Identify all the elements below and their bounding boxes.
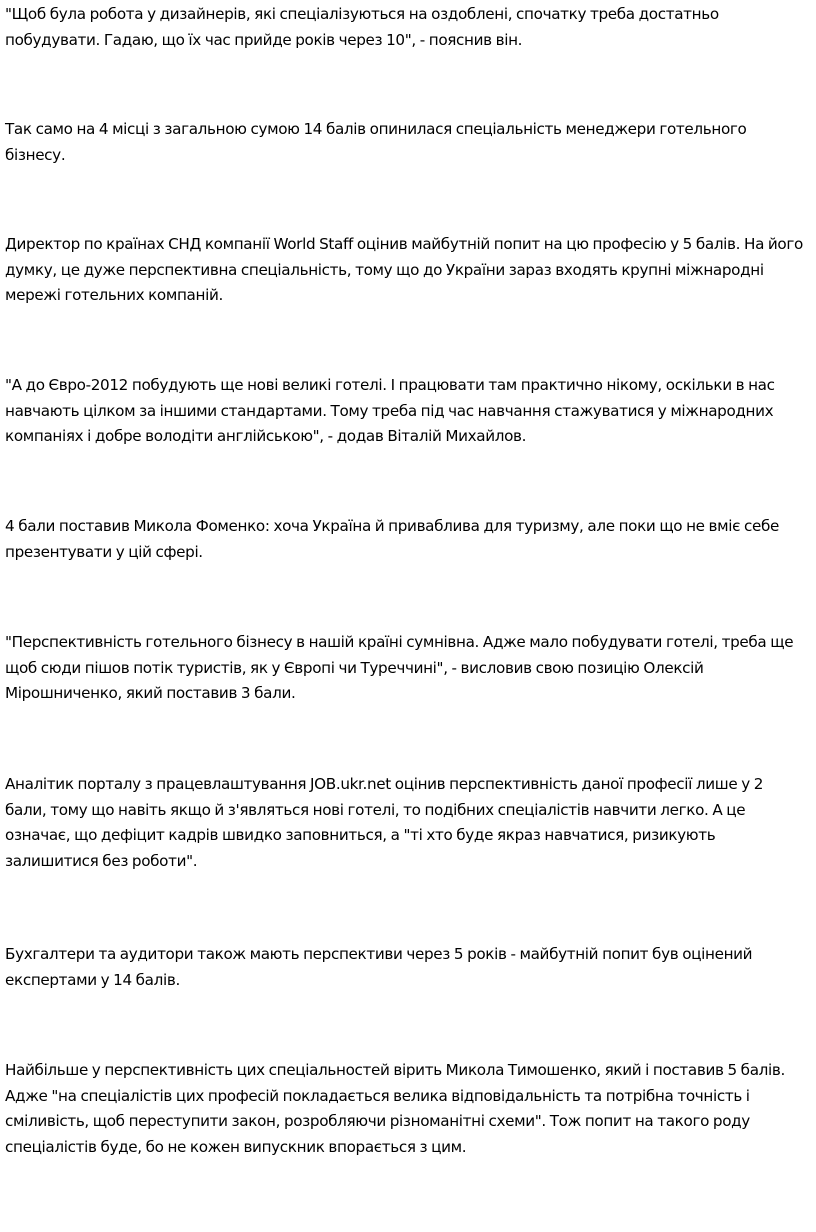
paragraph-euro-2012-quote: "А до Євро-2012 побудують ще нові великі готелі. І працювати там практично нікому, оскільки в нас навчають цілком за іншими стандартами. Тому треба під час навчання стажуватися у міжнародних компаніях і добре володіти англійською", - додав Віталій Михайлов. bbox=[5, 376, 775, 445]
paragraph-tymoshenko-rating: Найбільше у перспективність цих спеціальностей вірить Микола Тимошенко, який і поставив 5 балів. Адже "на спеціалістів цих професій покладається велика відповідальність та потрібна точність і сміливість, щоб переступити закон, розробляючи різноманітні схеми". Тож попит на такого роду спеціалістів буде, бо не кожен випускник впорається з цим. bbox=[5, 1061, 785, 1156]
paragraph-designers-quote: "Щоб була робота у дизайнерів, які спеціалізуються на оздоблені, спочатку треба достатньо побудувати. Гадаю, що їх час прийде років через 10", - пояснив він. bbox=[5, 5, 719, 49]
paragraph-accountants-auditors: Бухгалтери та аудитори також мають перспективи через 5 років - майбутній попит був оцінений експертами у 14 балів. bbox=[5, 945, 753, 989]
paragraph-hotel-managers-rank: Так само на 4 місці з загальною сумою 14 балів опинилася спеціальність менеджери готельного бізнесу. bbox=[5, 120, 747, 164]
paragraph-fomenko-rating: 4 бали поставив Микола Фоменко: хоча Україна й приваблива для туризму, але поки що не вміє себе презентувати у цій сфері. bbox=[5, 517, 779, 561]
paragraph-world-staff-director: Директор по країнах СНД компанії World Staff оцінив майбутній попит на цю професію у 5 балів. На його думку, це дуже перспективна спеціальність, тому що до України зараз входять крупні міжнародні мережі готельних компаній. bbox=[5, 235, 803, 304]
paragraph-miroshnichenko-quote: "Перспективність готельного бізнесу в нашій країні сумнівна. Адже мало побудувати готелі, треба ще щоб сюди пішов потік туристів, як у Європі чи Туреччині", - висловив свою позицію Олексій Мірошниченко, який поставив 3 бали. bbox=[5, 633, 794, 702]
paragraph-job-portal-analyst: Аналітик порталу з працевлаштування JOB.ukr.net оцінив перспективність даної професії лише у 2 бали, тому що навіть якщо й з'являться нові готелі, то подібних спеціалістів навчити легко. А це означає, що дефіцит кадрів швидко заповниться, а "ті хто буде якраз навчатися, ризикують залишитися без роботи". bbox=[5, 775, 764, 870]
